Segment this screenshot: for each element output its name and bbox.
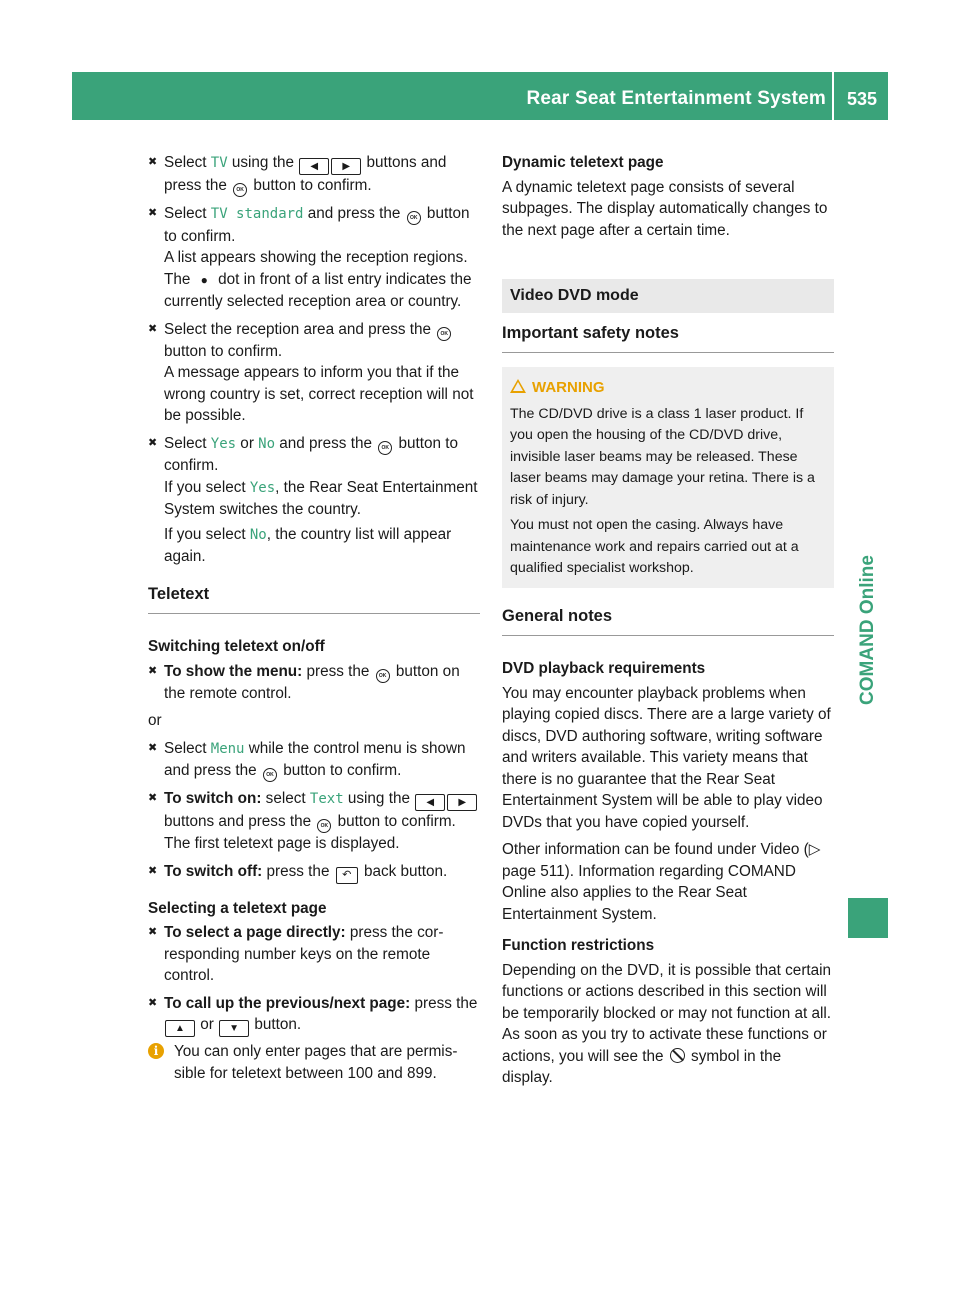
menu-term-yes: Yes <box>210 435 237 452</box>
down-arrow-icon: ▼ <box>219 1020 249 1037</box>
page-ref-arrow-icon: ▷ <box>808 841 821 858</box>
step-arrow-icon: ✖ <box>148 156 158 168</box>
right-arrow-icon: ▶ <box>331 158 361 175</box>
dvd-requirements-text: You may encounter playback problems when playing copied discs. There are a large variety of discs, DVD authoring software, writing software and writers available. This variety means that there is no guarantee that the Rear Seat Entertainment System will be able to play video DVDs that you have copied yourself. <box>502 684 831 831</box>
step-arrow-icon: ✖ <box>148 664 158 677</box>
menu-term-menu: Menu <box>210 740 245 757</box>
step-tv-standard: ✖ Select TV standard and press the OK button to confirm. A list appears showing the reception regions. The ● dot in front of a list entry indicates the currently selected reception area or country. <box>148 205 472 310</box>
ok-button-icon: OK <box>378 441 392 455</box>
menu-term-no: No <box>249 526 267 543</box>
side-tab <box>848 380 888 880</box>
subheading-function-restrictions: Function restrictions <box>502 937 655 954</box>
step-arrow-icon: ✖ <box>148 322 158 335</box>
step-arrow-icon: ✖ <box>148 207 158 219</box>
section-heading-video-dvd: Video DVD mode <box>502 279 834 313</box>
step-arrow-icon: ✖ <box>148 792 158 804</box>
step-select-tv: ✖ Select TV using the ◀ ▶ buttons and press the OK button to confirm. <box>148 152 480 197</box>
section-heading-general-notes: General notes <box>502 606 834 637</box>
step-yes-no: ✖ Select Yes or No and press the OK button to confirm. If you select Yes, the Rear Seat Entertainment System switches the country. If you select No, the country list will appear again. <box>148 434 478 565</box>
left-arrow-icon: ◀ <box>415 794 445 811</box>
up-arrow-icon: ▲ <box>165 1020 195 1037</box>
menu-term-tv: TV <box>210 155 228 171</box>
step-arrow-icon: ✖ <box>148 741 158 754</box>
header-divider <box>832 72 834 120</box>
other-info-text: Other information can be found under Video (▷ page 511). Information regarding COMAND Online also applies to the Rear Seat Entertainment System. <box>502 841 821 923</box>
dynamic-teletext-text: A dynamic teletext page consists of several subpages. The display automatically changes to the next page after a certain time. <box>502 178 828 239</box>
section-heading-safety: Important safety notes <box>502 323 834 354</box>
page-header-title: Rear Seat Entertainment System <box>526 88 826 109</box>
step-arrow-icon: ✖ <box>148 926 158 938</box>
ok-button-icon: OK <box>407 211 421 225</box>
step-select-area: ✖ Select the reception area and press the OK button to confirm. A message appears to inform you that if the wrong country is set, correct reception will not be possible. <box>148 320 474 424</box>
info-icon: i <box>148 1043 164 1059</box>
ok-button-icon: OK <box>317 819 331 833</box>
left-arrow-icon: ◀ <box>299 158 329 175</box>
warning-text-1: The CD/DVD drive is a class 1 laser product. If you open the housing of the CD/DVD drive, invisible laser beams may be released. These laser beams may damage your retina. There is a risk of injury. <box>510 405 815 508</box>
subheading-dvd-requirements: DVD playback requirements <box>502 660 706 677</box>
subheading-dynamic-teletext: Dynamic teletext page <box>502 154 664 171</box>
step-arrow-icon: ✖ <box>148 436 158 449</box>
menu-term-text: Text <box>309 791 344 807</box>
page-reference-link[interactable]: page 511 <box>502 862 565 880</box>
step-switch-off: ✖ To switch off: press the ↶ back button. <box>148 861 480 884</box>
step-switch-on: ✖ To switch on: select Text using the ◀ ▶ buttons and press the OK button to confirm. The first teletext page is displayed. <box>148 788 480 855</box>
subheading-selecting-page: Selecting a teletext page <box>148 899 327 917</box>
or-text: or <box>148 712 162 729</box>
warning-box <box>502 367 834 588</box>
blocked-symbol-icon <box>670 1048 685 1063</box>
subheading-switching: Switching teletext on/off <box>148 638 325 655</box>
function-restrictions-text: Depending on the DVD, it is possible that certain functions or actions described in this section will be temporarily blocked or may not function at all. As soon as you try to activate these functions or actions, you will see the symbol in the display. <box>502 961 832 1086</box>
ok-button-icon: OK <box>233 183 247 197</box>
warning-text-2: You must not open the casing. Always have maintenance work and repairs carried out at a qualified specialist workshop. <box>510 517 799 576</box>
step-prev-next-page: ✖ To call up the previous/next page: press the ▲ or ▼ button. <box>148 993 480 1038</box>
ok-button-icon: OK <box>437 327 451 341</box>
ok-button-icon: OK <box>263 768 277 782</box>
right-arrow-icon: ▶ <box>447 794 477 811</box>
side-tab-label: COMAND Online <box>857 555 878 705</box>
warning-title: WARNING <box>532 379 605 396</box>
section-heading-teletext: Teletext <box>148 584 480 615</box>
step-select-menu: ✖ Select Menu while the control menu is shown and press the OK button to confirm. <box>148 738 480 783</box>
step-show-menu: ✖ To show the menu: press the OK button on the remote control. <box>148 662 460 702</box>
menu-term-yes: Yes <box>249 479 276 496</box>
step-arrow-icon: ✖ <box>148 996 158 1009</box>
step-select-page: ✖ To select a page directly: press the corresponding number keys on the remote control. <box>148 924 444 984</box>
step-arrow-icon: ✖ <box>148 864 158 877</box>
page-number: 535 <box>846 89 878 109</box>
warning-triangle-icon <box>510 379 526 393</box>
selection-dot-icon: ● <box>200 272 208 287</box>
info-note: i You can only enter pages that are permissible for teletext between 100 and 899. <box>148 1041 480 1084</box>
side-marker <box>848 898 888 938</box>
left-column <box>148 152 480 1084</box>
back-button-icon: ↶ <box>336 867 358 884</box>
right-column <box>502 152 834 1089</box>
ok-button-icon: OK <box>376 669 390 683</box>
menu-term-no: No <box>258 435 276 452</box>
menu-term-tv-standard: TV standard <box>210 206 304 222</box>
